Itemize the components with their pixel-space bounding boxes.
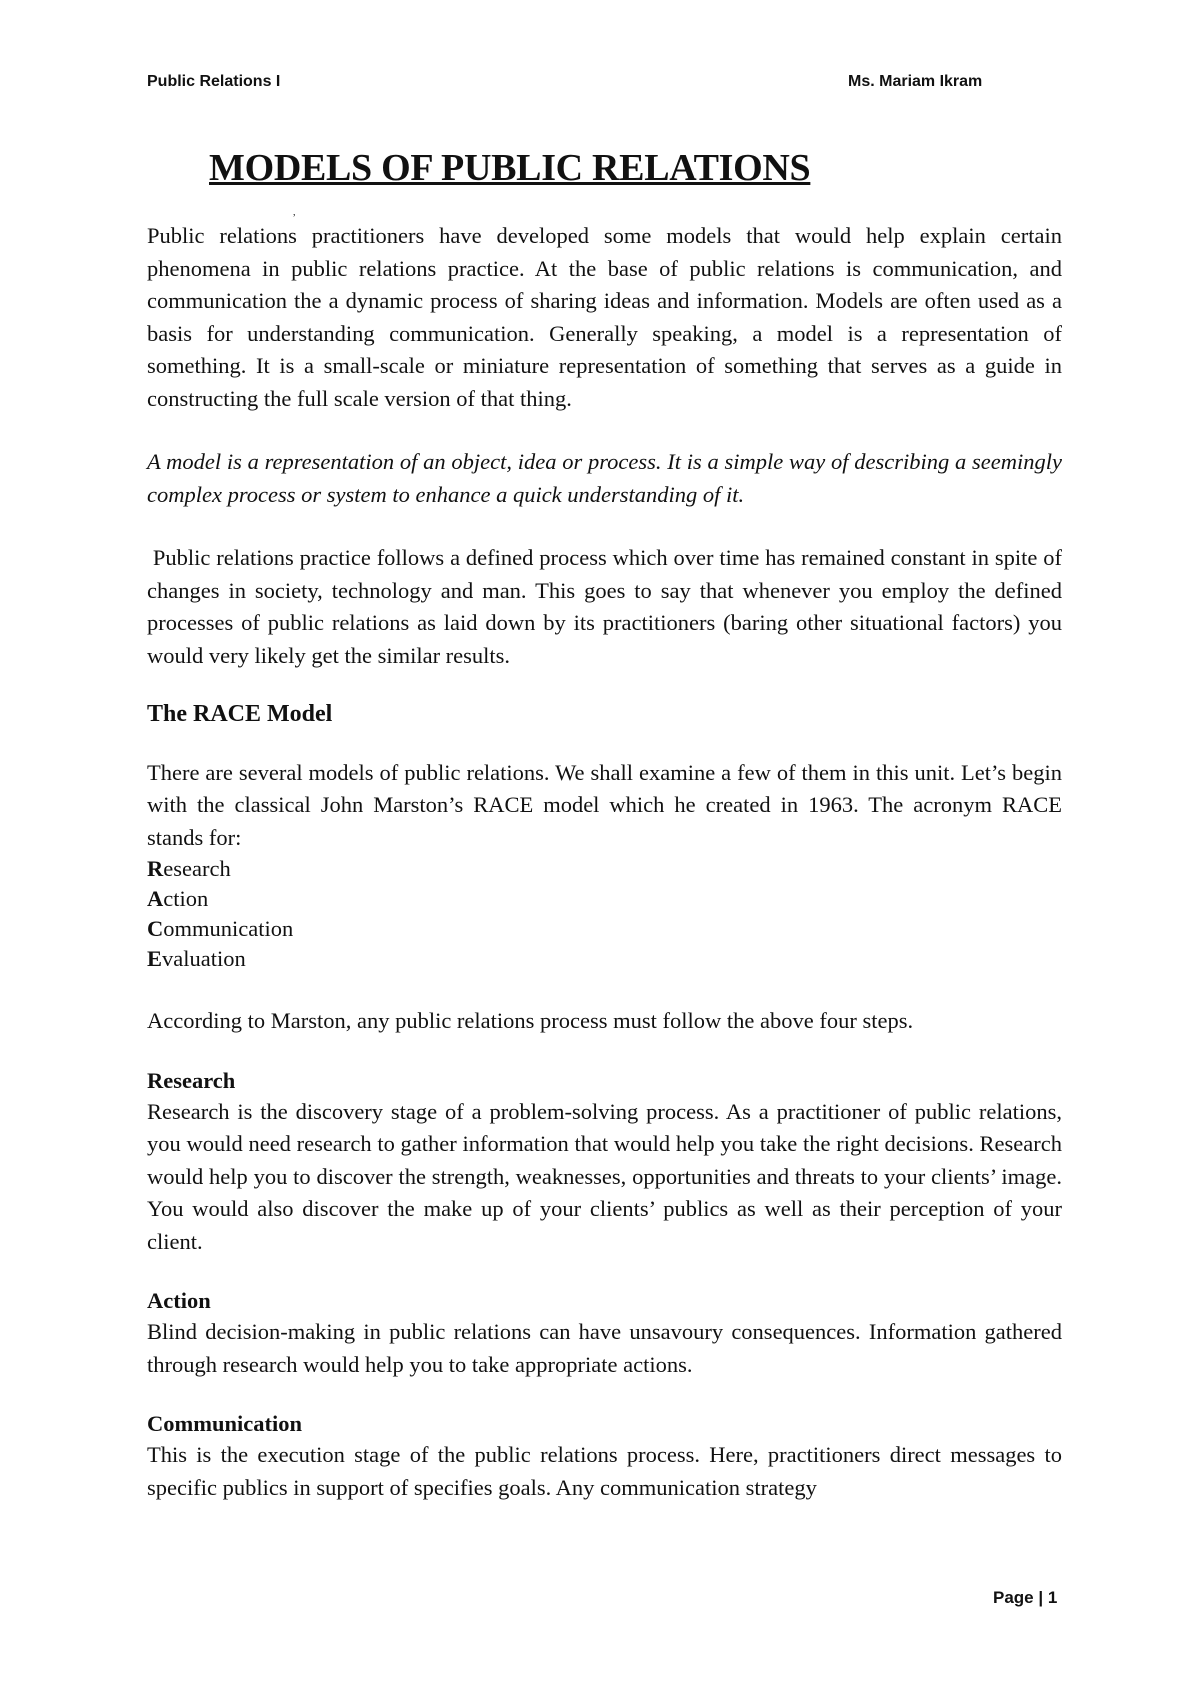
step-initial: R	[147, 856, 164, 881]
section-body-communication: This is the execution stage of the public relations process. Here, practitioners direct messages to specific publics in support of specifies goals. Any communication strategy	[147, 1442, 1062, 1500]
step-rest: ommunication	[163, 916, 294, 941]
definition-paragraph: A model is a representation of an object, idea or process. It is a simple way of describing a seemingly complex process or system to enhance a quick understanding of it.	[147, 449, 1062, 507]
step-rest: valuation	[162, 946, 246, 971]
step-initial: A	[147, 886, 164, 911]
practice-paragraph: Public relations practice follows a defined process which over time has remained constant in spite of changes in society, technology and man. This goes to say that whenever you employ the defined processes of public relations as laid down by its practitioners (baring other situational factors) you would very likely get the similar results.	[147, 545, 1068, 668]
document-body	[147, 220, 1068, 1504]
section-heading-research: Research	[147, 1067, 236, 1093]
header-author: Ms. Mariam Ikram	[848, 73, 983, 90]
intro-paragraph: Public relations practitioners have developed some models that would help explain certain phenomena in public relations practice. At the base of public relations is communication, and communication the a dynamic process of sharing ideas and information. Models are often used as a basis for understanding communication. Generally speaking, a model is a representation of something. It is a small-scale or miniature representation of something that serves as a guide in constructing the full scale version of that thing.	[147, 223, 1062, 411]
race-summary: According to Marston, any public relations process must follow the above four steps.	[147, 1008, 914, 1033]
page-number: Page | 1	[993, 1588, 1058, 1607]
header-course-title: Public Relations I	[147, 73, 281, 90]
race-heading: The RACE Model	[147, 701, 333, 727]
step-rest: esearch	[163, 856, 231, 881]
race-intro: There are several models of public relations. We shall examine a few of them in this unit. Let’s begin with the classical John Marston’s RACE model which he created in 1963. The acronym RACE stands for:	[147, 759, 1062, 850]
section-heading-action: Action	[147, 1288, 211, 1313]
stray-mark: ,	[293, 207, 296, 218]
page-title: MODELS OF PUBLIC RELATIONS	[209, 147, 811, 189]
step-initial: C	[147, 916, 164, 941]
race-step-communication	[147, 914, 1062, 944]
section-body-action: Blind decision-making in public relations can have unsavoury consequences. Information gathered through research would help you to take appropriate actions.	[147, 1319, 1062, 1377]
race-step-research	[147, 854, 1062, 884]
race-step-action	[147, 884, 1062, 914]
step-initial: E	[147, 946, 163, 971]
section-heading-communication: Communication	[147, 1411, 303, 1436]
step-rest: ction	[163, 886, 209, 911]
race-step-evaluation	[147, 944, 1062, 974]
race-steps-list	[147, 854, 1062, 974]
section-body-research: Research is the discovery stage of a problem-solving process. As a practitioner of public relations, you would need research to gather information that would help you take the right decisions. Research would help you to discover the strength, weaknesses, opportunities and threats to your clients’ image. You would also discover the make up of your clients’ publics as well as their perception of your client.	[147, 1098, 1062, 1254]
